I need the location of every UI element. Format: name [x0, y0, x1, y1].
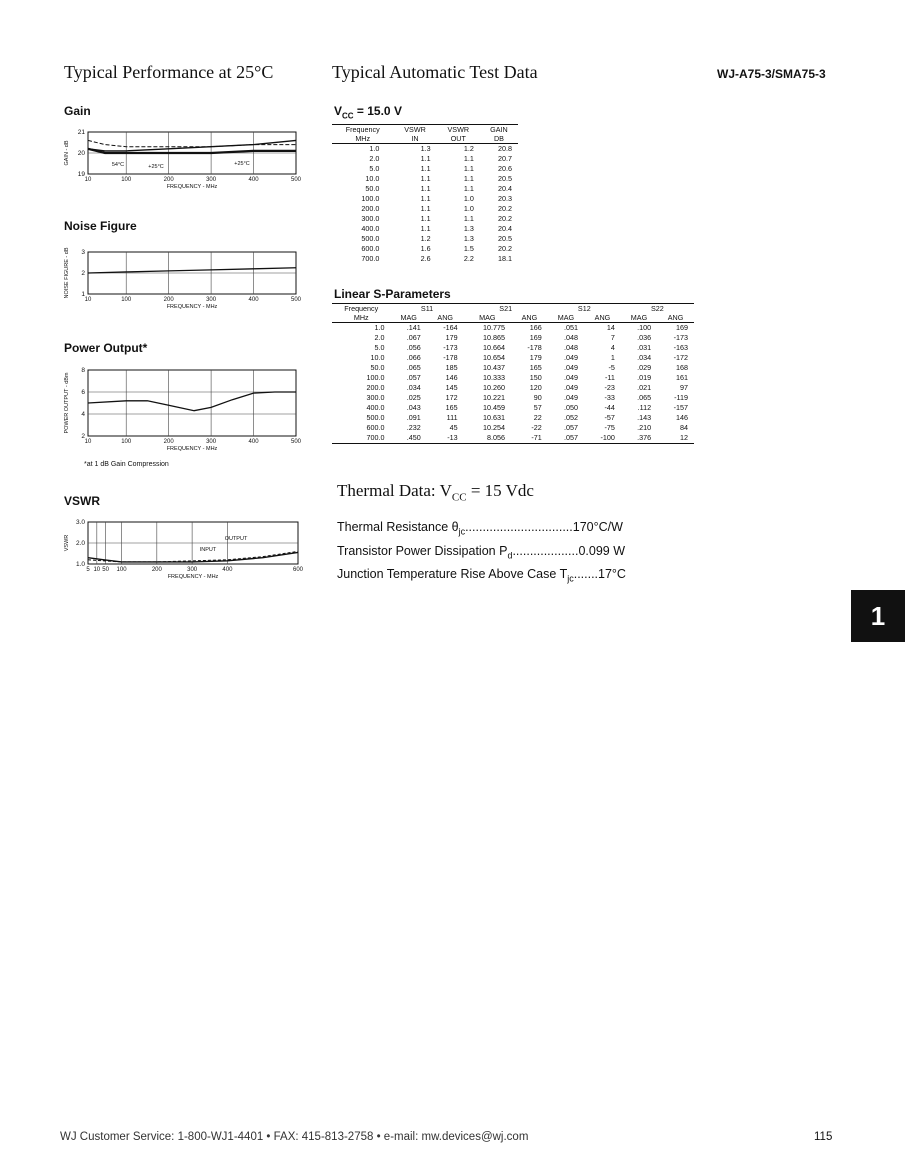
sparam-table-wrap — [332, 303, 694, 444]
y-tick-label: 1.0 — [75, 561, 85, 568]
table-row — [332, 413, 694, 423]
table-cell: .048 — [564, 333, 579, 342]
vswr-annotation-output: OUTPUT — [224, 536, 248, 542]
table-cell: 10.664 — [483, 343, 505, 352]
gain-annotation: 54°C — [111, 162, 125, 168]
gain-chart — [60, 126, 310, 198]
group-header: S11 — [391, 304, 464, 314]
table-cell: .057 — [548, 433, 584, 444]
table-cell: .091 — [406, 413, 421, 422]
table-cell: -173 — [443, 343, 458, 352]
table-cell: -33 — [604, 393, 615, 402]
x-tick-label: 400 — [222, 567, 233, 573]
page-title-center: Typical Automatic Test Data — [332, 62, 538, 82]
table-cell: 500.0 — [361, 234, 380, 243]
table-cell: 1.1 — [463, 164, 474, 173]
x-tick-label: 200 — [163, 297, 174, 303]
table-cell: 20.3 — [498, 194, 512, 203]
table-cell: 500.0 — [366, 413, 385, 422]
table-cell: .232 — [406, 423, 421, 432]
table-row — [332, 433, 694, 444]
table-row — [332, 154, 518, 164]
table-cell: .034 — [406, 383, 421, 392]
table-cell: 1.3 — [463, 224, 474, 233]
x-tick-label: 5 — [86, 567, 90, 573]
table-cell: .049 — [564, 393, 579, 402]
table-cell: 1.1 — [420, 174, 431, 183]
table-cell: 1.1 — [420, 194, 431, 203]
table-cell: .036 — [637, 333, 652, 342]
table-cell: 10.221 — [483, 393, 505, 402]
table-cell: -178 — [527, 343, 542, 352]
table-cell: .065 — [406, 363, 421, 372]
table-cell: .052 — [564, 413, 579, 422]
vcc-table-title: $V_{CC} = 15.0$ V — [334, 104, 402, 121]
table-row — [332, 403, 694, 413]
y-tick-label: 8 — [81, 367, 85, 374]
leader-dots: ................... — [512, 543, 579, 558]
table-cell: 600.0 — [361, 244, 380, 253]
table-cell: .029 — [637, 363, 652, 372]
table-cell: .057 — [406, 373, 421, 382]
table-cell: 10.775 — [483, 323, 505, 332]
table-cell: 700.0 — [332, 433, 391, 444]
table-cell: 1.0 — [369, 144, 380, 153]
table-row — [332, 383, 694, 393]
x-tick-label: 100 — [121, 297, 132, 303]
thermal-subscript: jc — [567, 573, 574, 584]
plot-frame — [88, 370, 296, 436]
table-cell: .100 — [637, 323, 652, 332]
page-title-left: Typical Performance at 25°C — [64, 62, 274, 82]
table-cell: 169 — [529, 333, 542, 342]
table-cell: 20.5 — [498, 174, 512, 183]
table-cell: 1.0 — [463, 194, 474, 203]
table-cell: 172 — [445, 393, 458, 402]
y-tick-label: 4 — [81, 411, 85, 418]
table-cell: .065 — [637, 393, 652, 402]
y-tick-label: 21 — [77, 129, 85, 136]
table-cell: .067 — [406, 333, 421, 342]
table-cell: 10.333 — [483, 373, 505, 382]
table-cell: 10.437 — [483, 363, 505, 372]
x-axis-label: FREQUENCY - MHz — [166, 184, 218, 190]
table-cell: 20.5 — [498, 234, 512, 243]
table-cell: 1.3 — [463, 234, 474, 243]
leader-dots: ....... — [573, 567, 599, 581]
table-cell: -13 — [427, 433, 464, 444]
table-cell: 1.6 — [420, 244, 431, 253]
table-cell: .025 — [406, 393, 421, 402]
table-cell: 7 — [610, 333, 615, 342]
x-tick-label: 200 — [163, 177, 174, 183]
table-cell: 1.0 — [463, 204, 474, 213]
power-chart — [60, 364, 310, 456]
table-row — [332, 363, 694, 373]
table-cell: 300.0 — [366, 393, 385, 402]
column-header: ANG — [427, 313, 464, 323]
table-cell: 1.0 — [374, 323, 385, 332]
table-cell: 1.1 — [420, 214, 431, 223]
group-header: S22 — [621, 304, 694, 314]
noise-chart — [60, 244, 310, 316]
x-tick-label: 10 — [93, 567, 101, 573]
table-cell: 169 — [676, 323, 688, 332]
x-tick-label: 300 — [206, 439, 217, 445]
y-axis-label: VSWR — [64, 534, 70, 552]
leader-dots: ............................... — [465, 520, 573, 534]
table-cell: .141 — [406, 323, 421, 332]
table-cell: -75 — [604, 423, 615, 432]
table-cell: 600.0 — [366, 423, 385, 432]
thermal-label: Transistor Power Dissipation P — [337, 543, 508, 558]
table-cell: .049 — [564, 353, 579, 362]
table-cell: 84 — [680, 423, 688, 432]
x-tick-label: 10 — [84, 439, 92, 445]
group-header: S12 — [548, 304, 621, 314]
table-cell: .043 — [406, 403, 421, 412]
table-cell: 50.0 — [370, 363, 385, 372]
table-cell: 20.4 — [498, 184, 512, 193]
table-cell: .034 — [637, 353, 652, 362]
table-cell: -44 — [604, 403, 615, 412]
table-row — [332, 343, 694, 353]
table-header-row — [332, 125, 518, 144]
x-tick-label: 500 — [290, 177, 302, 183]
table-cell: -164 — [443, 323, 458, 332]
column-header: MAG — [621, 313, 657, 323]
part-number: WJ-A75-3/SMA75-3 — [717, 67, 826, 81]
table-cell: 179 — [529, 353, 542, 362]
x-tick-label: 400 — [248, 439, 259, 445]
column-header: Frequency MHz — [332, 125, 393, 144]
table-row — [332, 423, 694, 433]
table-row — [332, 194, 518, 204]
footer-contact: WJ Customer Service: 1-800-WJ1-4401 • FAX: 415-813-2758 • e-mail: mw.devices@wj.com — [60, 1131, 529, 1143]
table-cell: 165 — [529, 363, 542, 372]
thermal-subscript: d — [507, 550, 513, 560]
table-cell: -57 — [604, 413, 615, 422]
table-cell: .450 — [391, 433, 427, 444]
table-cell: 1.1 — [463, 214, 474, 223]
table-cell: .050 — [564, 403, 579, 412]
power-chart-title: Power Output* — [64, 341, 148, 355]
table-cell: 2.0 — [369, 154, 380, 163]
table-cell: 1.1 — [463, 174, 474, 183]
group-header-row — [332, 304, 694, 314]
y-tick-label: 2.0 — [75, 540, 85, 547]
table-cell: 179 — [445, 333, 458, 342]
x-tick-label: 400 — [248, 297, 259, 303]
x-tick-label: 100 — [116, 567, 127, 573]
table-row — [332, 234, 518, 244]
table-cell: .021 — [637, 383, 652, 392]
table-cell: 22 — [533, 413, 542, 422]
table-cell: .049 — [564, 363, 579, 372]
column-header: MAG — [391, 313, 427, 323]
y-tick-label: 6 — [81, 389, 85, 396]
table-cell: 20.2 — [498, 244, 512, 253]
vswr-chart — [60, 516, 310, 588]
x-tick-label: 600 — [292, 567, 304, 573]
table-row — [332, 214, 518, 224]
thermal-title: Thermal Data: $V_{CC} = 15$ Vdc — [337, 481, 534, 504]
column-header: VSWR IN — [393, 125, 436, 144]
chapter-tab: 1 — [851, 590, 905, 642]
table-row — [332, 373, 694, 383]
table-cell: 300.0 — [361, 214, 380, 223]
table-row — [332, 353, 694, 363]
column-header: ANG — [584, 313, 621, 323]
table-cell: .019 — [637, 373, 652, 382]
column-header: MAG — [464, 313, 511, 323]
table-cell: 8.056 — [464, 433, 511, 444]
table-cell: 20.4 — [498, 224, 512, 233]
column-header: ANG — [657, 313, 694, 323]
table-cell: 1.1 — [420, 204, 431, 213]
y-axis-label: NOISE FIGURE - dB — [64, 247, 70, 299]
table-cell: 20.6 — [498, 164, 512, 173]
vswr-chart-svg — [60, 516, 310, 588]
column-header: MAG — [548, 313, 584, 323]
table-cell: 400.0 — [361, 224, 380, 233]
table-cell: 1.1 — [420, 164, 431, 173]
table-row — [332, 164, 518, 174]
table-cell: -172 — [673, 353, 688, 362]
column-header: GAIN DB — [480, 125, 518, 144]
table-row — [332, 393, 694, 403]
y-tick-label: 3.0 — [75, 519, 85, 526]
table-cell: 5.0 — [369, 164, 380, 173]
table-cell: .048 — [564, 343, 579, 352]
table-cell: 150 — [529, 373, 542, 382]
noise-chart-title: Noise Figure — [64, 219, 137, 233]
table-cell: 1 — [610, 353, 615, 362]
table-cell: .049 — [564, 373, 579, 382]
table-row — [332, 204, 518, 214]
vcc-table-wrap — [332, 124, 518, 264]
thermal-label: Thermal Resistance θ — [337, 520, 459, 534]
x-axis-label: FREQUENCY - MHz — [166, 446, 218, 452]
table-cell: .031 — [637, 343, 652, 352]
table-cell: -173 — [673, 333, 688, 342]
table-row — [332, 224, 518, 234]
table-cell: 4 — [610, 343, 615, 352]
x-tick-label: 200 — [151, 567, 162, 573]
group-header: S21 — [464, 304, 548, 314]
table-cell: 185 — [445, 363, 458, 372]
x-tick-label: 50 — [102, 567, 109, 573]
thermal-line — [337, 542, 626, 566]
table-cell: 20.2 — [498, 214, 512, 223]
power-chart-svg — [60, 364, 310, 456]
table-row — [332, 333, 694, 343]
table-cell: 50.0 — [365, 184, 380, 193]
table-cell: 14 — [606, 323, 615, 332]
table-cell: 2.6 — [420, 254, 431, 263]
table-cell: 10.459 — [483, 403, 505, 412]
table-cell: 166 — [529, 323, 542, 332]
y-tick-label: 2 — [81, 270, 85, 277]
table-cell: 200.0 — [366, 383, 385, 392]
table-cell: -178 — [443, 353, 458, 362]
thermal-line — [337, 565, 626, 589]
table-cell: 45 — [449, 423, 458, 432]
x-tick-label: 200 — [163, 439, 174, 445]
series-line — [88, 268, 296, 273]
gain-annotation: +25°C — [234, 161, 250, 167]
table-cell: -157 — [673, 403, 688, 412]
table-cell: -23 — [604, 383, 615, 392]
x-tick-label: 300 — [206, 177, 217, 183]
gain-chart-title: Gain — [64, 104, 91, 118]
table-cell: .051 — [564, 323, 579, 332]
thermal-value: 170°C/W — [572, 520, 623, 534]
page-number: 115 — [814, 1131, 833, 1143]
table-cell: 20.2 — [498, 204, 512, 213]
table-cell: 1.1 — [463, 184, 474, 193]
table-row — [332, 174, 518, 184]
x-axis-label: FREQUENCY - MHz — [167, 574, 219, 580]
column-header: ANG — [511, 313, 548, 323]
table-cell: .056 — [406, 343, 421, 352]
y-tick-label: 20 — [77, 150, 85, 157]
noise-chart-svg — [60, 244, 310, 316]
table-row — [332, 144, 518, 155]
table-cell: .049 — [564, 383, 579, 392]
table-cell: 1.1 — [420, 224, 431, 233]
thermal-data-list — [337, 518, 626, 589]
x-tick-label: 500 — [290, 297, 302, 303]
vswr-annotation-input: INPUT — [199, 547, 217, 553]
thermal-value: 17°C — [598, 567, 626, 581]
table-cell: 97 — [680, 383, 688, 392]
table-cell: 111 — [446, 413, 458, 422]
vcc-table — [332, 124, 518, 264]
table-cell: 200.0 — [361, 204, 380, 213]
table-cell: 146 — [676, 413, 688, 422]
table-cell: 100.0 — [366, 373, 385, 382]
table-cell: 10.0 — [370, 353, 385, 362]
table-cell: 120 — [529, 383, 542, 392]
table-cell: 1.2 — [420, 234, 431, 243]
y-axis-label: POWER OUTPUT - dBm — [64, 372, 70, 434]
x-tick-label: 10 — [84, 297, 92, 303]
table-cell: 1.3 — [420, 144, 431, 153]
table-row — [332, 323, 694, 334]
table-cell: -11 — [604, 373, 615, 382]
table-cell: -100 — [584, 433, 621, 444]
table-cell: .210 — [637, 423, 652, 432]
y-tick-label: 3 — [81, 249, 85, 256]
x-tick-label: 100 — [121, 177, 132, 183]
table-cell: 100.0 — [361, 194, 380, 203]
table-cell: 10.0 — [365, 174, 380, 183]
y-axis-label: GAIN - dB — [64, 140, 70, 166]
table-cell: 145 — [445, 383, 458, 392]
table-cell: 18.1 — [498, 254, 512, 263]
thermal-label: Junction Temperature Rise Above Case T — [337, 567, 568, 581]
table-cell: 10.865 — [483, 333, 505, 342]
thermal-line — [337, 518, 626, 542]
table-cell: 20.8 — [498, 144, 512, 153]
table-cell: 5.0 — [374, 343, 385, 352]
x-tick-label: 300 — [206, 297, 217, 303]
table-cell: 146 — [445, 373, 458, 382]
table-cell: .143 — [637, 413, 652, 422]
table-cell: 90 — [533, 393, 542, 402]
column-header: Frequency MHz — [332, 304, 391, 323]
table-cell: -119 — [674, 393, 688, 402]
x-tick-label: 10 — [84, 177, 92, 183]
sparam-table — [332, 303, 694, 444]
y-tick-label: 19 — [77, 171, 85, 178]
table-cell: 2.2 — [463, 254, 474, 263]
table-cell: 168 — [676, 363, 688, 372]
series-line — [88, 392, 296, 411]
power-footnote: *at 1 dB Gain Compression — [84, 461, 169, 468]
y-tick-label: 1 — [81, 291, 85, 298]
table-cell: 2.0 — [374, 333, 385, 342]
table-cell: -163 — [673, 343, 688, 352]
table-row — [332, 254, 518, 264]
gain-annotation: +25°C — [148, 164, 164, 170]
table-cell: 57 — [533, 403, 542, 412]
table-row — [332, 184, 518, 194]
table-cell: 10.631 — [483, 413, 505, 422]
table-cell: 161 — [676, 373, 688, 382]
table-cell: 1.2 — [463, 144, 474, 153]
table-cell: 400.0 — [366, 403, 385, 412]
table-cell: -71 — [511, 433, 548, 444]
table-cell: 10.254 — [483, 423, 505, 432]
gain-chart-svg — [60, 126, 310, 198]
thermal-value: 0.099 W — [578, 543, 626, 558]
table-cell: 165 — [445, 403, 458, 412]
y-tick-label: 2 — [81, 433, 85, 440]
x-axis-label: FREQUENCY - MHz — [166, 304, 218, 310]
table-cell: .112 — [637, 403, 652, 412]
table-cell: 10.654 — [483, 353, 505, 362]
x-tick-label: 500 — [290, 439, 302, 445]
table-cell: .376 — [621, 433, 657, 444]
x-tick-label: 300 — [187, 567, 198, 573]
thermal-subscript: jc — [458, 526, 466, 537]
table-cell: 12 — [657, 433, 694, 444]
table-cell: 700.0 — [361, 254, 380, 263]
table-cell: .066 — [406, 353, 421, 362]
table-cell: .057 — [564, 423, 579, 432]
x-tick-label: 100 — [121, 439, 132, 445]
table-cell: 1.1 — [420, 184, 431, 193]
table-cell: -5 — [608, 363, 615, 372]
column-header: VSWR OUT — [437, 125, 480, 144]
table-cell: 10.260 — [483, 383, 505, 392]
table-cell: 1.1 — [420, 154, 431, 163]
vswr-chart-title: VSWR — [64, 494, 100, 508]
table-row — [332, 244, 518, 254]
x-tick-label: 400 — [248, 177, 259, 183]
table-cell: 1.5 — [463, 244, 474, 253]
table-cell: 20.7 — [498, 154, 512, 163]
table-cell: -22 — [531, 423, 542, 432]
sparam-table-title: Linear S-Parameters — [334, 287, 451, 301]
table-cell: 1.1 — [463, 154, 474, 163]
